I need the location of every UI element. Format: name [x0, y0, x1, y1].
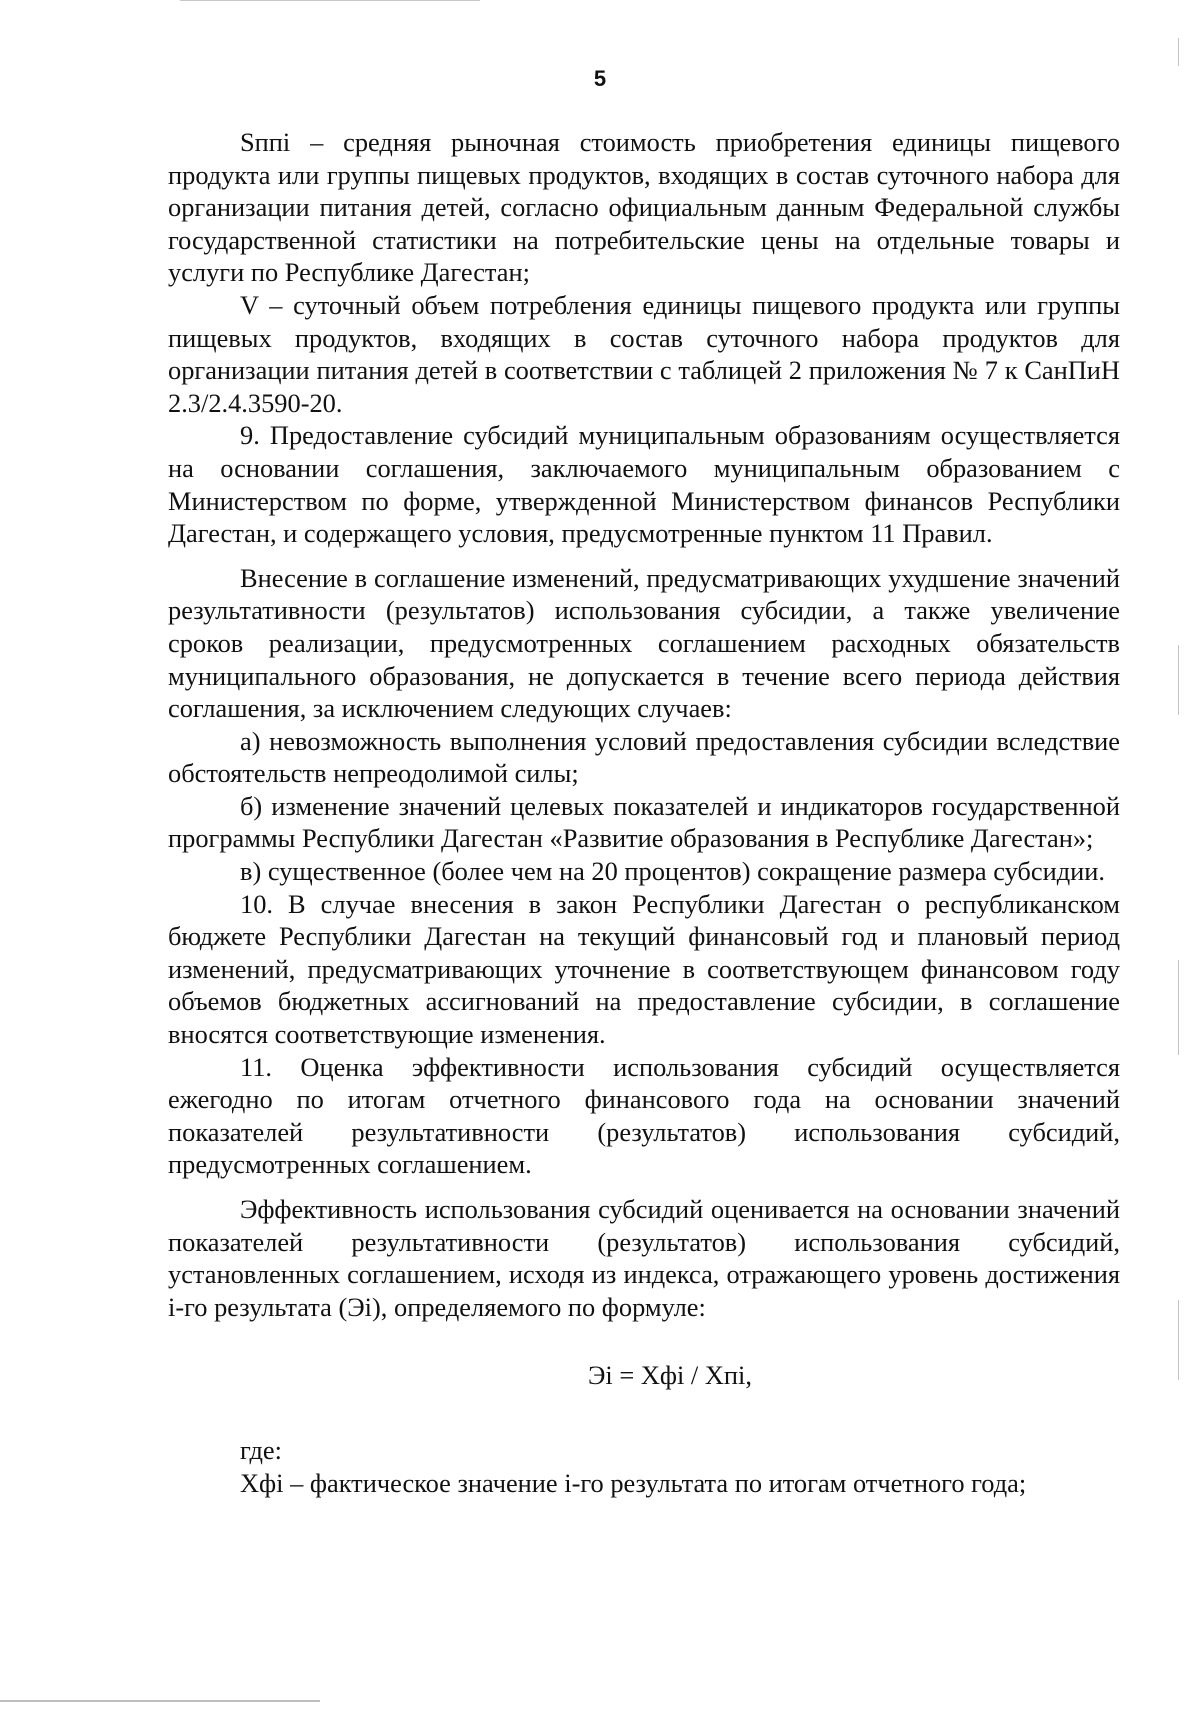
paragraph-case-v: в) существенное (более чем на 20 процентов) сокращение размера субсидии. — [240, 856, 1105, 887]
paragraph-case-b: б) изменение значений целевых показателей и индикаторов государственной программы Республики Дагестан «Развитие образования в Республике Дагестан»; — [168, 790, 1120, 854]
paragraph-agreement-changes: Внесение в соглашение изменений, предусматривающих ухудшение значений результативности (результатов) использования субсидии, а также увеличение сроков реализации, предусмотренных соглашением расходных обязательств муниципального образования, не допускается в течение всего периода действия соглашения, за исключением следующих случаев: — [168, 562, 1120, 724]
scan-edge-top — [180, 0, 480, 1]
paragraph-efficiency-assessment: Эффективность использования субсидий оценивается на основании значений показателей результативности (результатов) использования субсидий, установленных соглашением, исходя из индекса, отражающего уровень достижения i-го результата (Эi), определяемого по формуле: — [168, 1194, 1120, 1322]
scan-edge-right-3 — [1178, 960, 1179, 1055]
scan-edge-bottom — [0, 1700, 320, 1702]
paragraph-snpi-definition: Sппi – средняя рыночная стоимость приобретения единицы пищевого продукта или группы пищевых продуктов, входящих в состав суточного набора для организации питания детей, согласно официальным данным Федеральной службы государственной статистики на потребительские цены на отдельные товары и услуги по Республике Дагестан; — [168, 127, 1120, 288]
paragraph-case-a: а) невозможность выполнения условий предоставления субсидии вследствие обстоятельств непреодолимой силы; — [168, 725, 1120, 789]
scan-edge-right-1 — [1178, 38, 1179, 66]
where-label: где: — [240, 1434, 282, 1465]
document-body — [168, 126, 1120, 1499]
scan-edge-right-2 — [1178, 645, 1179, 715]
efficiency-formula: Эi = Хфi / Хпi, — [588, 1360, 752, 1391]
definition-xfi: Хфi – фактическое значение i-го результата по итогам отчетного года; — [240, 1467, 1027, 1498]
paragraph-clause-11: 11. Оценка эффективности использования субсидий осуществляется ежегодно по итогам отчетного финансового года на основании значений показателей результативности (результатов) использования субсидий, предусмотренных соглашением. — [168, 1051, 1120, 1180]
paragraph-clause-10: 10. В случае внесения в закон Республики Дагестан о республиканском бюджете Республики Дагестан на текущий финансовый год и плановый период изменений, предусматривающих уточнение в соответствующем финансовом году объемов бюджетных ассигнований на предоставление субсидии, в соглашение вносятся соответствующие изменения. — [168, 888, 1120, 1050]
paragraph-clause-9: 9. Предоставление субсидий муниципальным образованиям осуществляется на основании соглашения, заключаемого муниципальным образованием с Министерством по форме, утвержденной Министерством финансов Республики Дагестан, и содержащего условия, предусмотренные пунктом 11 Правил. — [168, 420, 1120, 549]
scan-edge-right-4 — [1178, 1300, 1179, 1380]
page-number: 5 — [593, 66, 607, 91]
paragraph-v-definition: V – суточный объем потребления единицы пищевого продукта или группы пищевых продуктов, входящих в состав суточного набора продуктов для организации питания детей в соответствии с таблицей 2 приложения № 7 к СанПиН 2.3/2.4.3590-20. — [168, 289, 1120, 418]
